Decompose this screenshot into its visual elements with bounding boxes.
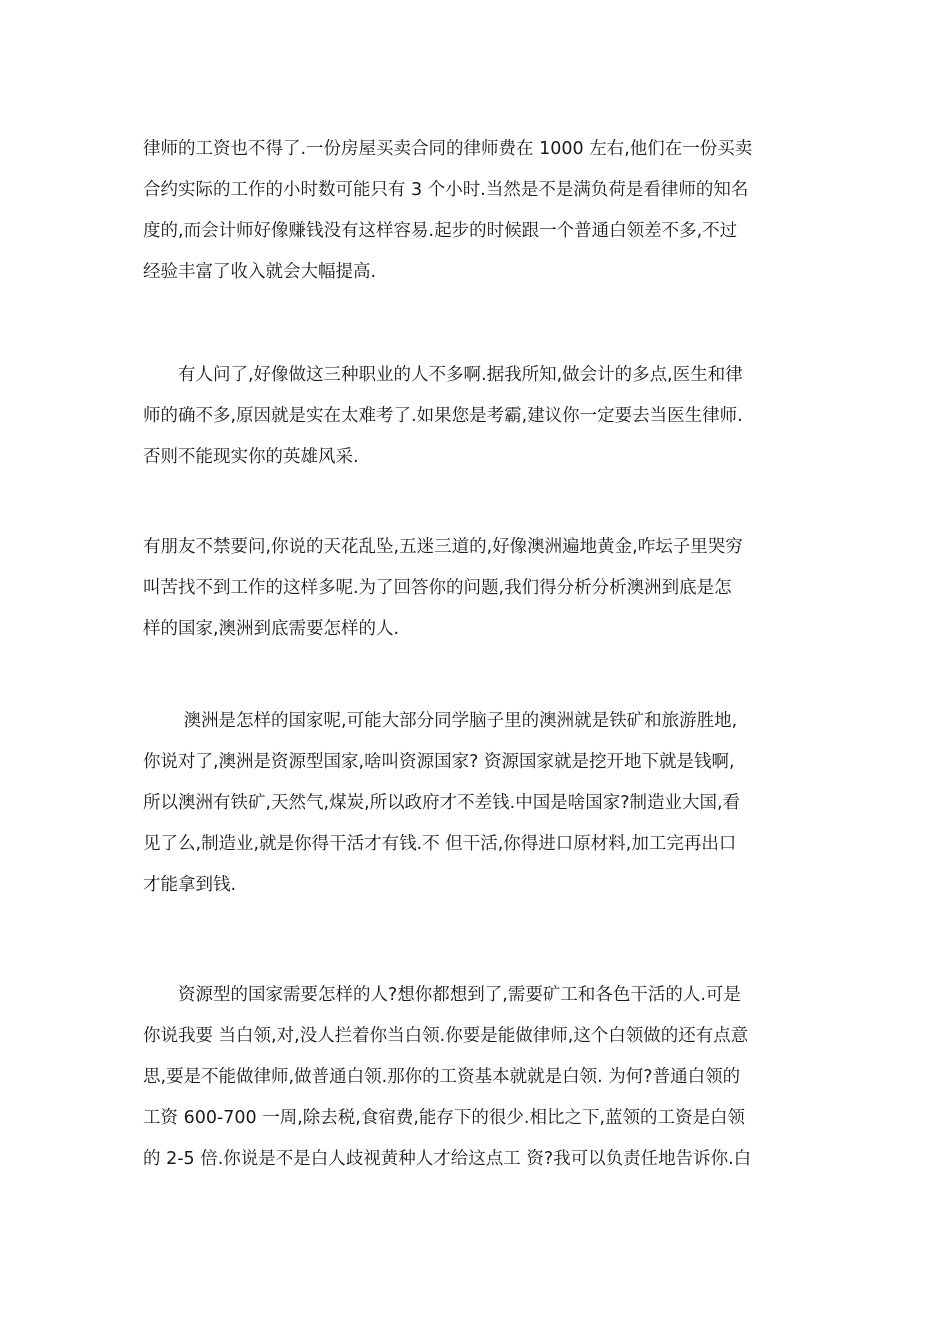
paragraph-4-line-2: 你说对了,澳洲是资源型国家,啥叫资源国家? 资源国家就是挖开地下就是钱啊, [143, 752, 735, 772]
paragraph-3 [143, 527, 813, 650]
paragraph-2-line-3: 否则不能现实你的英雄风采. [143, 447, 359, 467]
paragraph-4-line-5: 才能拿到钱. [143, 875, 237, 895]
paragraph-5-line-2: 你说我要 当白领,对,没人拦着你当白领.你要是能做律师,这个白领做的还有点意 [143, 1026, 749, 1046]
paragraph-5-line-5: 的 2-5 倍.你说是不是白人歧视黄种人才给这点工 资?我可以负责任地告诉你.白 [143, 1149, 752, 1169]
paragraph-4-line-4: 见了么,制造业,就是你得干活才有钱.不 但干活,你得进口原材料,加工完再出口 [143, 834, 737, 854]
paragraph-3-line-1: 有朋友不禁要问,你说的天花乱坠,五迷三道的,好像澳洲遍地黄金,咋坛子里哭穷 [143, 537, 743, 557]
paragraph-1-line-1: 律师的工资也不得了.一份房屋买卖合同的律师费在 1000 左右,他们在一份买卖 [143, 139, 753, 159]
paragraph-4-line-1: 澳洲是怎样的国家呢,可能大部分同学脑子里的澳洲就是铁矿和旅游胜地, [143, 711, 738, 731]
paragraph-1-line-2: 合约实际的工作的小时数可能只有 3 个小时.当然是不是满负荷是看律师的知名 [143, 180, 749, 200]
paragraph-4-line-3: 所以澳洲有铁矿,天然气,煤炭,所以政府才不差钱.中国是啥国家?制造业大国,看 [143, 793, 741, 813]
paragraph-2-line-1: 有人问了,好像做这三种职业的人不多啊.据我所知,做会计的多点,医生和律 [143, 365, 743, 385]
paragraph-1-line-3: 度的,而会计师好像赚钱没有这样容易.起步的时候跟一个普通白领差不多,不过 [143, 221, 738, 241]
paragraph-3-line-2: 叫苦找不到工作的这样多呢.为了回答你的问题,我们得分析分析澳洲到底是怎 [143, 578, 732, 598]
paragraph-2 [143, 355, 813, 478]
paragraph-3-line-3: 样的国家,澳洲到底需要怎样的人. [143, 619, 400, 639]
paragraph-5-line-1: 资源型的国家需要怎样的人?想你都想到了,需要矿工和各色干活的人.可是 [143, 985, 741, 1005]
paragraph-1 [143, 129, 813, 293]
paragraph-5-line-4: 工资 600-700 一周,除去税,食宿费,能存下的很少.相比之下,蓝领的工资是白领 [143, 1108, 746, 1128]
paragraph-5 [143, 975, 813, 1180]
paragraph-1-line-4: 经验丰富了收入就会大幅提高. [143, 262, 377, 282]
paragraph-2-line-2: 师的确不多,原因就是实在太难考了.如果您是考霸,建议你一定要去当医生律师. [143, 406, 743, 426]
paragraph-5-line-3: 思,要是不能做律师,做普通白领.那你的工资基本就就是白领. 为何?普通白领的 [143, 1067, 741, 1087]
paragraph-4 [143, 701, 813, 906]
